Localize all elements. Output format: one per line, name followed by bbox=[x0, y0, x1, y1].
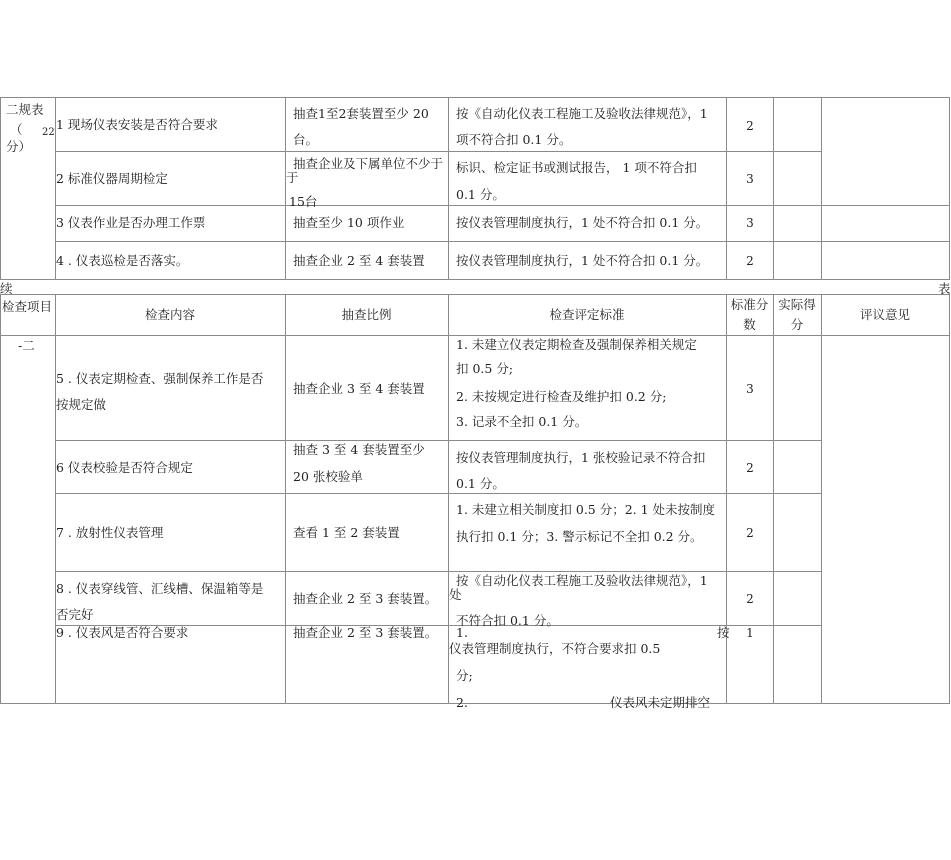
standard-score: 1 bbox=[746, 626, 754, 640]
row-sample: 抽查企业 2 至 3 套装置。 bbox=[293, 591, 438, 606]
standard-score: 3 bbox=[746, 172, 754, 186]
header-actual-score: 实际得 bbox=[778, 297, 816, 312]
row-standard: 分; bbox=[456, 668, 473, 683]
table-label: 表 bbox=[938, 281, 951, 296]
row-content: 9 . 仪表风是否符合要求 bbox=[56, 625, 189, 640]
category-label: -二 bbox=[18, 338, 35, 353]
header-std-score: 数 bbox=[743, 317, 756, 332]
row-sample: 台。 bbox=[293, 132, 319, 147]
row-standard: 处 bbox=[449, 587, 462, 602]
row-standard: 按仪表管理制度执行，1 处不符合扣 0.1 分。 bbox=[456, 253, 709, 268]
category-line-2a: （ bbox=[10, 122, 23, 137]
header-ratio: 抽查比例 bbox=[341, 307, 392, 322]
row-sample: 抽查 3 至 4 套装置至少 bbox=[293, 442, 425, 457]
category-line-2b: 22 bbox=[42, 127, 55, 138]
row-content: 4 . 仪表巡检是否落实。 bbox=[56, 253, 189, 268]
header-actual-score: 分 bbox=[790, 317, 804, 332]
row-sample: 于 bbox=[286, 170, 299, 185]
row-content: 6 仪表校验是否符合规定 bbox=[56, 460, 193, 475]
row-sample: 抽查企业 3 至 4 套装置 bbox=[293, 381, 425, 396]
row-standard: 按《自动化仪表工程施工及验收法律规范》，1 bbox=[456, 573, 708, 588]
row-content: 7 . 放射性仪表管理 bbox=[56, 525, 164, 540]
standard-score: 2 bbox=[746, 461, 754, 475]
row-standard: 标识、检定证书或测试报告， 1 项不符合扣 bbox=[456, 160, 697, 175]
standard-score: 2 bbox=[746, 592, 754, 606]
row-standard: 执行扣 0.1 分；3. 警示标记不全扣 0.2 分。 bbox=[456, 529, 703, 544]
row-content: 8 . 仪表穿线管、汇线槽、保温箱等是 bbox=[56, 581, 264, 596]
row-standard: 2. 未按规定进行检查及维护扣 0.2 分; bbox=[456, 389, 667, 404]
row-sample: 20 张校验单 bbox=[293, 469, 363, 484]
row-standard: 3. 记录不全扣 0.1 分。 bbox=[456, 414, 588, 429]
header-comment: 评议意见 bbox=[859, 307, 910, 322]
category-line-1: 二规表 bbox=[6, 102, 44, 117]
row-standard: 2. bbox=[456, 695, 468, 710]
standard-score: 2 bbox=[746, 254, 754, 268]
row-standard: 按仪表管理制度执行，1 处不符合扣 0.1 分。 bbox=[456, 215, 709, 230]
row-standard: 0.1 分。 bbox=[456, 476, 505, 491]
row-standard: 1. bbox=[456, 625, 468, 640]
row-sample: 抽查企业 2 至 4 套装置 bbox=[293, 253, 425, 268]
row-standard: 仪表风未定期排空 bbox=[610, 695, 711, 710]
row-standard: 不符合扣 0.1 分。 bbox=[456, 613, 559, 628]
row-sample: 抽查企业及下属单位不少于 bbox=[293, 156, 444, 171]
category-line-3: 分） bbox=[6, 139, 32, 154]
row-standard: 1. 未建立仪表定期检查及强制保养相关规定 bbox=[456, 337, 697, 352]
row-standard: 0.1 分。 bbox=[456, 187, 505, 202]
standard-score: 3 bbox=[746, 216, 754, 230]
row-standard: 项不符合扣 0.1 分。 bbox=[456, 132, 572, 147]
row-content: 5 . 仪表定期检查、强制保养工作是否 bbox=[56, 371, 264, 386]
row-sample: 抽查企业 2 至 3 套装置。 bbox=[293, 625, 438, 640]
row-sample: 查看 1 至 2 套装置 bbox=[293, 525, 400, 540]
header-item: 检查项目 bbox=[2, 299, 53, 314]
header-standard: 检查评定标准 bbox=[549, 307, 625, 322]
row-content: 按规定做 bbox=[56, 397, 107, 412]
row-content: 否完好 bbox=[56, 607, 94, 622]
standard-score: 2 bbox=[746, 119, 754, 133]
row-sample: 抽查至少 10 项作业 bbox=[293, 215, 405, 230]
row-content: 1 现场仪表安装是否符合要求 bbox=[56, 117, 218, 132]
row-sample: 抽查1至2套装置至少 20 bbox=[293, 106, 429, 121]
standard-score: 2 bbox=[746, 526, 754, 540]
continued-label: 续 bbox=[0, 281, 13, 296]
row-standard: 按 bbox=[717, 625, 730, 640]
row-standard: 按仪表管理制度执行，1 张校验记录不符合扣 bbox=[456, 450, 706, 465]
header-content: 检查内容 bbox=[144, 307, 195, 322]
row-standard: 按《自动化仪表工程施工及验收法律规范》，1 bbox=[456, 106, 708, 121]
row-standard: 扣 0.5 分; bbox=[456, 361, 514, 376]
row-standard: 仪表管理制度执行，不符合要求扣 0.5 bbox=[449, 641, 661, 656]
header-std-score: 标准分 bbox=[730, 297, 769, 312]
standard-score: 3 bbox=[746, 382, 754, 396]
row-content: 2 标准仪器周期检定 bbox=[56, 171, 168, 186]
row-standard: 1. 未建立相关制度扣 0.5 分；2. 1 处未按制度 bbox=[456, 502, 716, 517]
row-content: 3 仪表作业是否办理工作票 bbox=[56, 215, 206, 230]
row-sample: 15台 bbox=[289, 194, 318, 209]
